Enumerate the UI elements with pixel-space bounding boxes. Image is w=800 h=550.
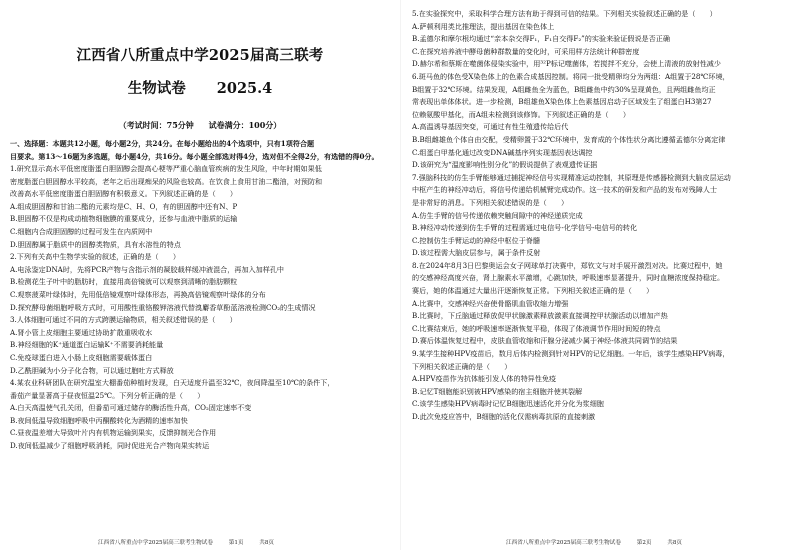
exam-score: 试卷满分：100分）: [208, 120, 282, 130]
exam-subtitle: [10, 77, 390, 98]
footer-left-text: 江西省八所重点中学2025届高三联考生物试卷: [98, 540, 213, 546]
exam-time: （考试时间：75分钟: [118, 120, 194, 130]
answer-option: A.组成胆固醇和甘油二酯的元素均是C、H、O，有的胆固醇中还有N、P: [10, 201, 238, 211]
question-item: [412, 260, 792, 348]
answer-option: B.神经冲动传递到仿生手臂的过程需通过电信号-化学信号-电信号的转化: [412, 223, 638, 233]
answer-option: D.乙酰胆碱为小分子化合物，可以通过胞吐方式释放: [10, 365, 174, 375]
question-stem: 6.斑马鱼的体色受X染色体上的色素合成基因控制。将同一批受精卵均分为两组：A组置于28℃环境，: [412, 71, 730, 81]
left-question-list: [10, 163, 390, 453]
answer-option: A.肾小管上皮细胞主要通过协助扩散重吸收水: [10, 327, 153, 337]
section-line-2: 目要求。第13～16题为多选题，每小题4分，共16分。每小题全部选对得4分，选对但不全得2分，有选错的得0分。: [10, 152, 379, 161]
question-stem: 的交感神经高度兴奋，肾上腺素水平激增，心跳加快，呼吸速率显著提升，同时血糖浓度保持稳定。: [412, 273, 725, 283]
answer-option: B.比赛时，下丘脑通过释放促甲状腺激素释放激素直接调控甲状腺活动以增加产热: [412, 311, 668, 321]
answer-option: C.控制仿生手臂运动的神经中枢位于脊髓: [412, 235, 541, 245]
footer-left-page: 第1页: [228, 540, 244, 546]
question-stem: 5.在实验探究中，采取科学合理方法有助于得到可信的结果。下列相关实验叙述正确的是（ ）: [412, 9, 717, 18]
answer-option: B.B组雌雄鱼个体自由交配，受精卵置于32℃环境中，发育成的个体性状分离比遵循孟德尔分离定律: [412, 134, 726, 144]
footer-left-total: 共8页: [259, 540, 274, 546]
question-stem: 常表现出单体体状。进一步检测，B组雄鱼X染色体上色素基因启动子区域发生了组蛋白H3第27: [412, 97, 712, 107]
answer-option: C.观察菠菜叶绿体时，先用低倍镜观察叶绿体形态，再换高倍镜观察叶绿体的分布: [10, 289, 266, 299]
question-stem: 赛后，她的体温通过大量出汗逐渐恢复正常。下列相关叙述正确的是（ ）: [412, 286, 654, 296]
answer-option: C.在探究培养液中酵母菌种群数量的变化时，可采用样方法统计种群密度: [412, 46, 640, 56]
question-item: [10, 251, 390, 314]
question-stem: 2.下列有关高中生物学实验的叙述，正确的是（ ）: [10, 252, 180, 262]
answer-option: D.该过程需大脑皮层参与，属于条件反射: [412, 248, 541, 258]
answer-option: B.神经细胞的K⁺通道蛋白运输K⁺不需要消耗能量: [10, 340, 164, 350]
right-question-list: [412, 8, 792, 424]
answer-option: D.赛后体温恢复过程中，皮肤血管收缩和汗腺分泌减少属于神经-体液共同调节的结果: [412, 336, 678, 346]
answer-option: B.记忆T细胞能识别被HPV感染的宿主细胞并使其裂解: [412, 386, 583, 396]
section-line-1: 一、选择题：本题共12小题，每小题2分，共24分。在每小题给出的4个选项中，只有1项符合题: [10, 139, 315, 148]
question-stem: 是非常好的消息。下列相关叙述错误的是（ ）: [412, 197, 569, 207]
exam-info: [10, 120, 390, 131]
footer-right: [506, 538, 696, 546]
exam-date: 2025.4: [216, 80, 273, 97]
question-stem: 番茄产量显著高于昼夜恒温25℃。下列分析正确的是（ ）: [10, 390, 205, 400]
question-stem: 密度脂蛋白胆固醇水平较高，老年之后出现痴呆的风险也较高。在饮食上食用甘油二酯油，对预防和: [10, 176, 323, 186]
answer-option: A.白天高温使气孔关闭，但番茄可通过储存的酶活性升高，CO₂固定速率不变: [10, 403, 252, 413]
answer-option: B.胆固醇不仅是构成动植物细胞膜的重要成分，还参与血液中脂质的运输: [10, 214, 238, 224]
exam-title: 江西省八所重点中学2025届高三联考: [76, 47, 324, 64]
right-column: [412, 8, 792, 424]
answer-option: D.赫尔希和蔡斯在噬菌体侵染实验中，用³²P标记噬菌体，若搅拌不充分，会使上清液的放射性减少: [412, 59, 721, 69]
answer-option: D.该研究为“温度影响性别分化”的假说提供了表观遗传证据: [412, 160, 598, 170]
question-stem: 位赖氨酸甲基化，而A组未检测到该修饰。下列叙述正确的是（ ）: [412, 109, 630, 119]
answer-option: A.电泳鉴定DNA时，先将PCR产物与含指示剂的凝胶载样缓冲液混合，再加入加样孔中: [10, 264, 285, 274]
answer-option: C.昼夜温差增大导致叶片内有机物运输到果实，反馈抑制光合作用: [10, 428, 217, 438]
question-item: [10, 163, 390, 251]
answer-option: B.夜间低温导致细胞呼吸中丙酮酸转化为酒精的速率加快: [10, 415, 188, 425]
subject-label: 生物试卷: [127, 80, 186, 97]
footer-right-page: 第2页: [636, 540, 652, 546]
answer-option: B.检测花生子叶中的脂肪时，直接用高倍镜就可以观察到清晰的脂肪颗粒: [10, 277, 238, 287]
answer-option: A.高温诱导基因突变，可通过有性生殖遗传给后代: [412, 122, 569, 132]
question-item: [10, 377, 390, 453]
answer-option: D.此次免疫应答中，B细胞的活化仅需病毒抗原的直接刺激: [412, 412, 596, 421]
question-stem: 7.强脑科技的仿生手臂能够通过捕捉神经信号实现精准运动控制，其原理是传感器检测到大脑皮层运动: [412, 172, 731, 182]
answer-option: C.组蛋白甲基化通过改变DNA碱基序列实现基因表达调控: [412, 147, 593, 157]
question-stem: 1.研究显示高水平低密度脂蛋白胆固醇会提高心梗等严重心脑血管疾病的发生风险，中年时期如果低: [10, 164, 322, 173]
question-stem: 8.在2024年8月3日巴黎奥运会女子网球单打决赛中，郑钦文与对手展开激烈对决。比赛过程中，她: [412, 260, 723, 270]
answer-option: B.孟德尔和摩尔根均通过“亲本杂交得F₁，F₁自交得F₂”的实验来验证假说是否正确: [412, 34, 670, 44]
question-stem: 中枢产生的神经冲动后，将信号传递给机械臂完成动作。这一技术的研发和产品的发布对残障人士: [412, 185, 718, 195]
answer-option: C.细胞内合成胆固醇的过程可发生在内质网中: [10, 226, 153, 236]
answer-option: C.比赛结束后，她的呼吸速率逐渐恢复平稳，体现了体液调节作用时间短的特点: [412, 323, 661, 333]
page-divider: [400, 0, 401, 550]
question-stem: 下列相关叙述正确的是（ ）: [412, 361, 512, 371]
question-item: [10, 314, 390, 377]
left-column: [10, 8, 390, 453]
answer-option: D.探究酵母菌细胞呼吸方式时，可用酸性重铬酸钾溶液代替溴麝香草酚蓝溶液检测CO₂的生成情况: [10, 302, 316, 312]
question-stem: 改善高水平低密度脂蛋白胆固醇有积极意义。下列叙述正确的是（ ）: [10, 189, 237, 199]
question-item: [412, 348, 792, 424]
question-item: [412, 71, 792, 172]
answer-option: A.仿生手臂的信号传递依赖突触间隙中的神经递质完成: [412, 210, 583, 220]
answer-option: A.萨顿利用类比推理法，提出基因在染色体上: [412, 21, 555, 31]
question-stem: B组置于32℃环境。结果发现，A组雌鱼全为蓝色，B组雌鱼中约30%呈现黄色，且两组雌鱼均正: [412, 84, 716, 94]
section-heading: [10, 137, 390, 163]
question-item: [412, 172, 792, 260]
question-stem: 3.人体细胞可通过不同的方式跨膜运输物质，相关叙述错误的是（ ）: [10, 315, 237, 325]
footer-left: [98, 538, 288, 546]
answer-option: D.夜间低温减少了细胞呼吸消耗，同时促进光合产物向果实转运: [10, 441, 210, 451]
question-stem: 9.某学生接种HPV疫苗后，数月后体内检测到针对HPV的记忆细胞。一年后，该学生感染HPV病毒，: [412, 349, 730, 359]
answer-option: D.胆固醇属于脂质中的固醇类物质，具有水溶性的特点: [10, 239, 181, 249]
footer-right-total: 共8页: [667, 540, 682, 546]
question-item: [412, 8, 792, 71]
footer-right-text: 江西省八所重点中学2025届高三联考生物试卷: [506, 540, 621, 546]
answer-option: A.比赛中，交感神经兴奋使骨骼肌血管收缩力增强: [412, 298, 569, 308]
answer-option: C.该学生感染HPV病毒时记忆B细胞迅速活化并分化为浆细胞: [412, 399, 604, 409]
answer-option: C.免疫球蛋白进入小肠上皮细胞需要载体蛋白: [10, 352, 153, 362]
question-stem: 4.某农业科研团队在研究温室大棚番茄种植时发现，白天适度升温至32℃，夜间降温至10℃的条件下，: [10, 378, 335, 388]
answer-option: A.HPV疫苗作为抗体能引发人体的特异性免疫: [412, 374, 557, 384]
